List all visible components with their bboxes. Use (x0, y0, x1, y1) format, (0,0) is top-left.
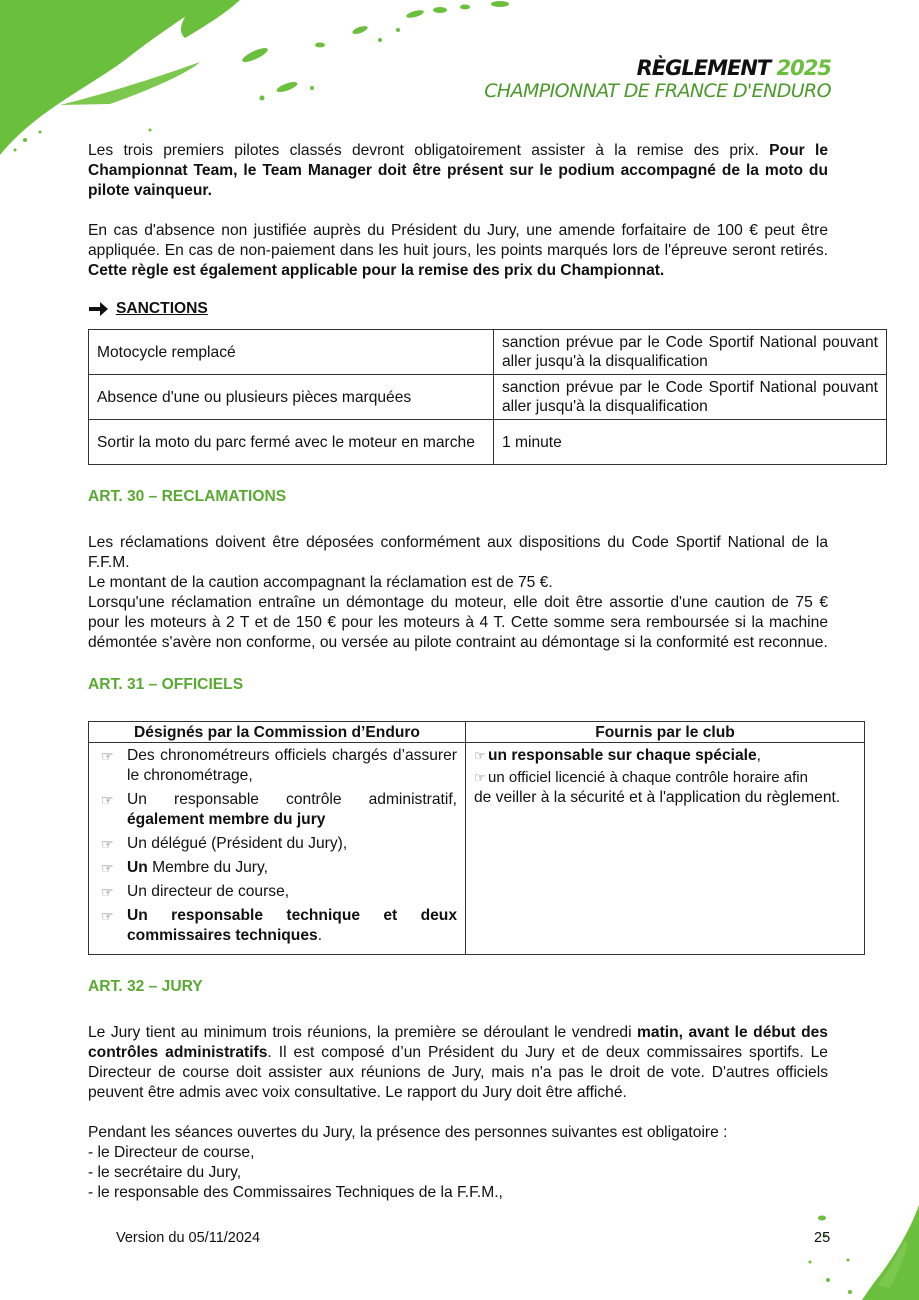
sanctions-table (88, 329, 887, 465)
page-number: 25 (814, 1230, 831, 1246)
pointing-hand-icon: ☞ (101, 792, 114, 808)
absence-fine-paragraph (88, 221, 828, 281)
list-item (474, 768, 856, 788)
list-item-text: Des chronométreurs officiels chargés d’assurer le chronométrage, (127, 747, 457, 784)
list-item (97, 746, 457, 786)
list-item-bold: Un (127, 859, 148, 876)
list-item-bold: un responsable sur chaque spéciale (488, 747, 757, 764)
jury-text-a: Le Jury tient au minimum trois réunions, la première se déroulant le vendredi (88, 1024, 638, 1041)
jury-text-c: . Il est composé d’un Président du Jury et de deux commissaires sportifs. Le Directeur de course doit assister aux réunions de Jury, mais n'a pas le droit de vote. D'autres officiels peuvent être admis avec voix consultative. Le rapport du Jury doit être affiché. (88, 1044, 828, 1101)
sanction-cell: sanction prévue par le Code Sportif National pouvant aller jusqu'à la disqualification (494, 330, 887, 375)
sanctions-heading (88, 299, 828, 319)
table-header-row (89, 722, 865, 743)
reclamations-paragraph-2: Le montant de la caution accompagnant la réclamation est de 75 €. (88, 574, 553, 591)
table-row (89, 375, 887, 420)
pointing-hand-icon: ☞ (474, 770, 486, 785)
column-header-club: Fournis par le club (466, 722, 865, 743)
commission-officials-cell (89, 743, 466, 955)
sanction-cell: 1 minute (494, 420, 887, 465)
list-item-text: Un directeur de course, (127, 883, 290, 900)
footer-version: Version du 05/11/2024 (116, 1230, 261, 1246)
championship-subtitle: CHAMPIONNAT DE FRANCE D'ENDURO (484, 80, 831, 102)
art31-heading: ART. 31 – OFFICIELS (88, 676, 244, 693)
list-item-text: . (317, 927, 323, 944)
championship-rule: Cette règle est également applicable pour la remise des prix du Championnat. (88, 262, 665, 279)
table-row (89, 743, 865, 955)
sanction-cell: sanction prévue par le Code Sportif National pouvant aller jusqu'à la disqualification (494, 375, 887, 420)
list-item-continuation: de veiller à la sécurité et à l'application du règlement. (474, 789, 841, 806)
list-item (97, 834, 457, 854)
list-item-text: Membre du Jury, (147, 859, 268, 876)
officiels-table (88, 721, 865, 955)
jury-presence-paragraph: Pendant les séances ouvertes du Jury, la présence des personnes suivantes est obligatoire : (88, 1124, 728, 1141)
art32-heading: ART. 32 – JURY (88, 978, 203, 995)
reglement-word: RÈGLEMENT (636, 56, 771, 80)
pointing-hand-icon: ☞ (101, 748, 114, 764)
table-row (89, 330, 887, 375)
table-row (89, 420, 887, 465)
list-item (97, 790, 457, 830)
list-item-text: , (756, 747, 762, 764)
jury-presence-item: - le responsable des Commissaires Techniques de la F.F.M., (88, 1184, 503, 1201)
club-officials-cell (466, 743, 865, 955)
list-item-text: un officiel licencié à chaque contrôle horaire afin (488, 769, 808, 786)
infraction-cell: Motocycle remplacé (89, 330, 494, 375)
infraction-cell: Sortir la moto du parc fermé avec le moteur en marche (89, 420, 494, 465)
reglement-year: 2025 (776, 56, 831, 80)
art30-heading: ART. 30 – RECLAMATIONS (88, 488, 287, 505)
pointing-hand-icon: ☞ (101, 884, 114, 900)
list-item (97, 882, 457, 902)
reclamations-paragraph-3: Lorsqu'une réclamation entraîne un démontage du moteur, elle doit être assortie d'une caution de 75 € pour les moteurs à 2 T et de 150 € pour les moteurs à 4 T. Cette somme sera remboursée si la machine démontée s'avère non conforme, ou versée au pilote contraint au démontage si la conformité est reconnue. (88, 594, 828, 651)
list-item (97, 906, 457, 946)
jury-text-bold: matin, avant le début des contrôles administratifs (88, 1024, 828, 1061)
pointing-hand-icon: ☞ (101, 860, 114, 876)
infraction-cell: Absence d'une ou plusieurs pièces marquées (89, 375, 494, 420)
podium-text: Les trois premiers pilotes classés devront obligatoirement assister à la remise des prix. (88, 142, 770, 159)
list-item-text: Un délégué (Président du Jury), (127, 835, 348, 852)
absence-fine-text: En cas d'absence non justifiée auprès du Président du Jury, une amende forfaitaire de 100 € peut être appliquée. En cas de non-paiement dans les huit jours, les points marqués lors de l'épreuve seront retirés. (88, 222, 828, 259)
jury-presence-item: - le Directeur de course, (88, 1144, 255, 1161)
arrow-right-icon (88, 302, 110, 316)
green-splash-bottom-right (780, 1200, 919, 1300)
list-item-bold: également membre du jury (127, 811, 326, 828)
page-content (88, 141, 878, 1203)
list-item-bold: Un responsable technique et deux commissaires techniques (127, 907, 457, 944)
reglement-title (484, 56, 831, 80)
pointing-hand-icon: ☞ (101, 908, 114, 924)
document-brand-header (484, 56, 831, 102)
list-item (97, 858, 457, 878)
podium-paragraph (88, 141, 828, 201)
list-item (474, 746, 856, 766)
pointing-hand-icon: ☞ (101, 836, 114, 852)
team-manager-rule: Pour le Championnat Team, le Team Manager doit être présent sur le podium accompagné de la moto du pilote vainqueur. (88, 142, 828, 199)
jury-paragraph (88, 1023, 828, 1103)
list-item-text: Un responsable contrôle administratif, (127, 791, 457, 808)
sanctions-title: SANCTIONS (116, 300, 208, 317)
pointing-hand-icon: ☞ (474, 748, 486, 763)
column-header-commission: Désignés par la Commission d’Enduro (89, 722, 466, 743)
jury-presence-item: - le secrétaire du Jury, (88, 1164, 242, 1181)
reclamations-paragraph-1: Les réclamations doivent être déposées conformément aux dispositions du Code Sportif National de la F.F.M. (88, 534, 828, 571)
